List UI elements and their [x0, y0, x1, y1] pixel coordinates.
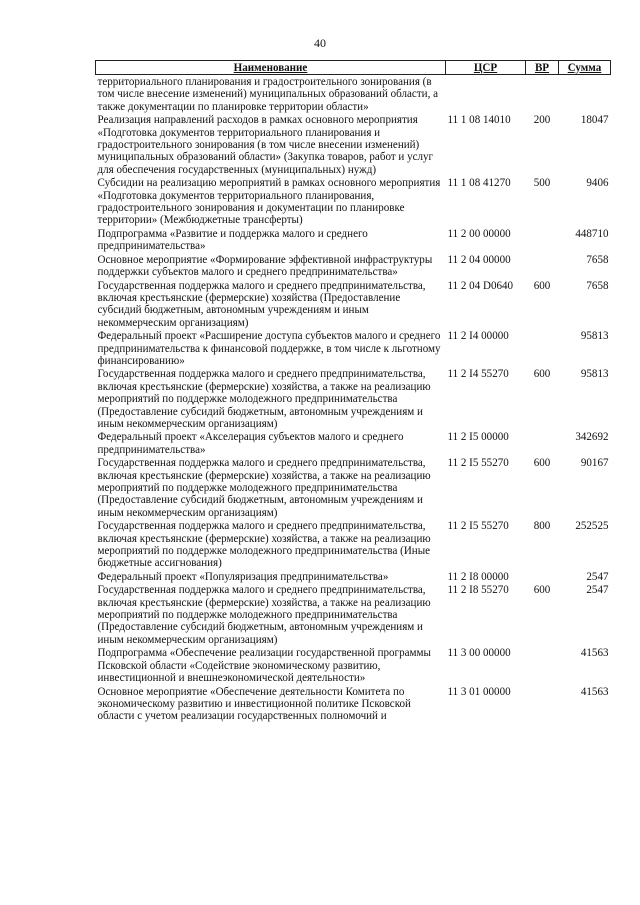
row-sum: 9406: [586, 177, 609, 190]
row-csr: 11 1 08 14010: [447, 114, 511, 127]
row-name: Подпрограмма «Развитие и поддержка малого и среднего предпринимательства»: [97, 227, 368, 253]
row-name: Государственная поддержка малого и среднего предпринимательства, включая крестьянские (фермерские) хозяйства, а также на реализацию мероприятий по поддержке молодежного предпринимательства (Предоставление субсидий бюджетным, автономным учреждениям и иным некоммерческим организациям): [97, 584, 431, 646]
table-row: [96, 228, 611, 254]
row-sum: 7658: [586, 253, 609, 266]
row-sum: 2547: [586, 584, 609, 597]
table-row: [96, 647, 611, 685]
row-vr: [526, 254, 559, 280]
table-row: [96, 571, 611, 584]
row-name: Федеральный проект «Расширение доступа субъектов малого и среднего предпринимательства к финансовой поддержке, в том числе к льготному финансированию»: [97, 330, 441, 367]
row-name: Подпрограмма «Обеспечение реализации государственной программы Псковской области «Содействие экономическому развитию, инвестиционной и внешнеэкономической деятельности»: [97, 647, 431, 685]
row-vr: [526, 75, 559, 115]
row-name: Федеральный проект «Популяризация предпринимательства»: [97, 570, 389, 583]
table-row: [96, 75, 611, 115]
row-csr: 11 2 I4 55270: [447, 368, 509, 381]
row-name: территориального планирования и градостроительного зонирования (в том числе внесение изменений) муниципальных образований области, а также документации по планировке территории области»: [97, 76, 438, 113]
table-row: [96, 280, 611, 331]
row-sum: 2547: [586, 570, 609, 583]
table-row: [96, 254, 611, 280]
row-name: Государственная поддержка малого и среднего предпринимательства, включая крестьянские (фермерские) хозяйства, а также на реализацию мероприятий по поддержке молодежного предпринимательства (Предоставление субсидий бюджетным, автономным учреждениям и иным некоммерческим организациям): [97, 457, 431, 519]
row-csr: 11 2 04 D0640: [447, 279, 514, 292]
row-name: Основное мероприятие «Обеспечение деятельности Комитета по экономическому развитию и инвестиционной политике Псковской области с учетом реализации государственных полномочий и: [97, 685, 411, 723]
row-name: Реализация направлений расходов в рамках основного мероприятия «Подготовка документов территориального планирования и градостроительного зонирования (в том числе внесении изменений) муниципальных образований области» (Закупка товаров, работ и услуг для обеспечения государственных (муниципальных) нужд): [97, 114, 434, 176]
row-sum: 342692: [575, 431, 609, 444]
row-sum: 7658: [586, 279, 609, 292]
row-name: Государственная поддержка малого и среднего предпринимательства, включая крестьянские (фермерские) хозяйства, а также на реализацию мероприятий по поддержке молодежного предпринимательства (Иные бюджетные ассигнования): [97, 520, 431, 570]
row-sum: 18047: [580, 114, 609, 127]
row-csr: 11 3 01 00000: [447, 685, 511, 698]
table-row: [96, 368, 611, 431]
row-csr: 11 2 I8 55270: [447, 584, 509, 597]
row-name: Государственная поддержка малого и среднего предпринимательства, включая крестьянские (фермерские) хозяйства (Предоставление субсидий бюджетным, автономным учреждениям и иным некоммерческим организациям): [97, 279, 426, 329]
row-sum: 41563: [580, 647, 609, 660]
row-vr: 600: [533, 457, 551, 470]
row-csr: 11 2 04 00000: [447, 253, 511, 266]
row-sum: [559, 75, 611, 115]
table-row: [96, 457, 611, 520]
row-vr: [526, 647, 559, 685]
row-csr: 11 2 I4 00000: [447, 330, 509, 343]
row-csr: 11 2 I8 00000: [447, 570, 509, 583]
header-vr: ВР: [526, 61, 559, 75]
budget-table: [95, 60, 611, 724]
row-sum: 252525: [575, 520, 609, 533]
row-vr: [526, 330, 559, 368]
row-sum: 448710: [575, 227, 609, 240]
row-vr: [526, 431, 559, 457]
row-csr: 11 2 I5 55270: [447, 457, 509, 470]
row-sum: 41563: [580, 685, 609, 698]
row-vr: 600: [533, 584, 551, 597]
row-csr: 11 1 08 41270: [447, 177, 511, 190]
row-vr: 500: [533, 177, 551, 190]
row-name: Основное мероприятие «Формирование эффективной инфраструктуры поддержки субъектов малого и среднего предпринимательства»: [97, 253, 433, 279]
table-row: [96, 584, 611, 647]
row-vr: [526, 571, 559, 584]
row-vr: [526, 686, 559, 724]
header-sum: Сумма: [559, 61, 611, 75]
row-sum: 90167: [580, 457, 609, 470]
row-vr: 600: [533, 368, 551, 381]
table-row: [96, 686, 611, 724]
row-vr: 600: [533, 279, 551, 292]
row-name: Государственная поддержка малого и среднего предпринимательства, включая крестьянские (фермерские) хозяйства, а также на реализацию мероприятий по поддержке молодежного предпринимательства (Предоставление субсидий бюджетным, автономным учреждениям и иным некоммерческим организациям): [97, 368, 431, 430]
row-name: Федеральный проект «Акселерация субъектов малого и среднего предпринимательства»: [97, 431, 404, 456]
header-csr: ЦСР: [446, 61, 526, 75]
row-sum: 95813: [580, 330, 609, 343]
header-name: Наименование: [96, 61, 446, 75]
table-header-row: [96, 61, 611, 75]
row-csr: 11 3 00 00000: [447, 647, 511, 660]
table-row: [96, 330, 611, 368]
table-row: [96, 431, 611, 457]
row-vr: 800: [533, 520, 551, 533]
row-csr: 11 2 I5 55270: [447, 520, 509, 533]
row-vr: 200: [533, 114, 551, 127]
table-row: [96, 177, 611, 228]
row-csr: 11 2 00 00000: [447, 227, 511, 240]
row-name: Субсидии на реализацию мероприятий в рамках основного мероприятия «Подготовка документов территориального планирования, градостроительного зонирования и документации по планировке территории» (Межбюджетные трансферты): [97, 177, 441, 227]
row-sum: 95813: [580, 368, 609, 381]
table-row: [96, 520, 611, 571]
page-number: 40: [314, 36, 326, 50]
table-row: [96, 114, 611, 177]
row-vr: [526, 228, 559, 254]
row-csr: 11 2 I5 00000: [447, 431, 509, 444]
row-csr: [446, 75, 526, 115]
